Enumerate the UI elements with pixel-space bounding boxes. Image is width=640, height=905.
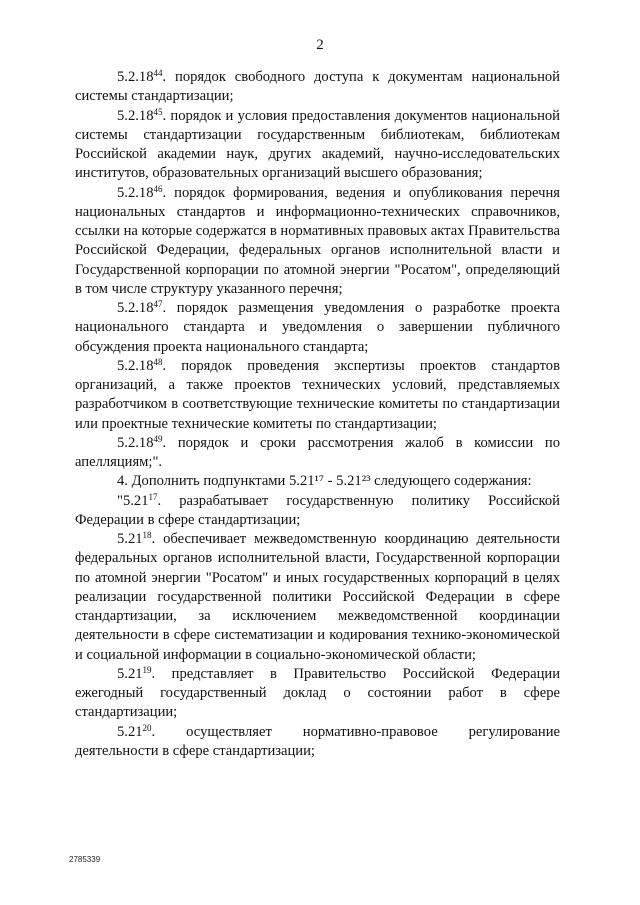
paragraph-text: . представляет в Правительство Российской Федерации ежегодный государственный доклад о состоянии работ в сфере стандартизации; [75,665,560,721]
paragraph-5-2-18-45 [75,107,560,184]
paragraph-text: . порядок свободного доступа к документам национальной системы стандартизации; [75,69,560,105]
paragraph-text: . порядок и условия предоставления документов национальной системы стандартизации государственным библиотекам, библиотекам Российской академии наук, других академий, научно-исследовательских институтов, образовательных организаций высшего образования; [75,107,560,182]
clause-number: 5.2.18$^{48}$ [117,356,163,374]
paragraph-text: . обеспечивает межведомственную координацию деятельности федеральных органов исполнительной власти, Государственной корпорации по атомной энергии "Росатом" и иных государственных корпораций в целях реализации государственной политики Российской Федерации в сфере стандартизации, за исключением межведомственной координации деятельности в сфере систематизации и кодирования технико-экономической и социальной информации в социально-экономической области; [75,531,560,663]
document-body [75,68,560,761]
paragraph-text: . порядок формирования, ведения и опубликования перечня национальных стандартов и информационно-технических справочников, ссылки на которые содержатся в нормативных правовых актах Правительства Российской Федерации, федеральных органов исполнительной власти и Государственной корпорации по атомной энергии "Росатом", определяющий в том числе структуру указанного перечня; [75,184,560,297]
paragraph-text: 4. Дополнить подпунктами 5.21¹⁷ - 5.21²³ следующего содержания: [117,473,532,490]
document-code: 2785339 [69,855,101,864]
clause-number: 5.21$^{19}$ [117,664,152,682]
clause-number: 5.2.18$^{46}$ [117,183,163,201]
paragraph-5-2-18-48 [75,357,560,434]
paragraph-5-21-18 [75,530,560,665]
paragraph-text: . порядок размещения уведомления о разработке проекта национального стандарта и уведомления о завершении публичного обсуждения проекта национального стандарта; [75,300,560,355]
paragraph-5-21-17 [75,492,560,531]
paragraph-5-21-20 [75,723,560,762]
clause-number: 5.21$^{18}$ [117,530,152,547]
clause-number: 5.2.18$^{47}$ [117,299,163,316]
paragraph-5-2-18-47 [75,299,560,357]
clause-number: 5.2.18$^{45}$ [117,106,163,124]
paragraph-text: . разрабатывает государственную политику Российской Федерации в сфере стандартизации; [75,492,560,528]
paragraph-text: . осуществляет нормативно-правовое регулирование деятельности в сфере стандартизации; [75,723,560,759]
clause-number: 5.2.18$^{44}$ [117,68,163,85]
paragraph-5-21-19 [75,665,560,723]
clause-number: 5.21$^{20}$ [117,722,152,740]
paragraph-5-2-18-49 [75,434,560,473]
paragraph-text: . порядок проведения экспертизы проектов стандартов организаций, а также проектов технических условий, представляемых разработчиком в соответствующие технические комитеты по стандартизации или проектные технические комитеты по стандартизации; [75,357,560,432]
paragraph-5-2-18-46 [75,184,560,300]
page-number: 2 [316,37,324,53]
clause-number: 5.2.18$^{49}$ [117,433,163,451]
clause-number: "5.21$^{17}$ [117,491,158,509]
paragraph-5-2-18-44 [75,68,560,107]
paragraph-item-4 [75,472,560,491]
paragraph-text: . порядок и сроки рассмотрения жалоб в комиссии по апелляциям;". [75,434,560,470]
